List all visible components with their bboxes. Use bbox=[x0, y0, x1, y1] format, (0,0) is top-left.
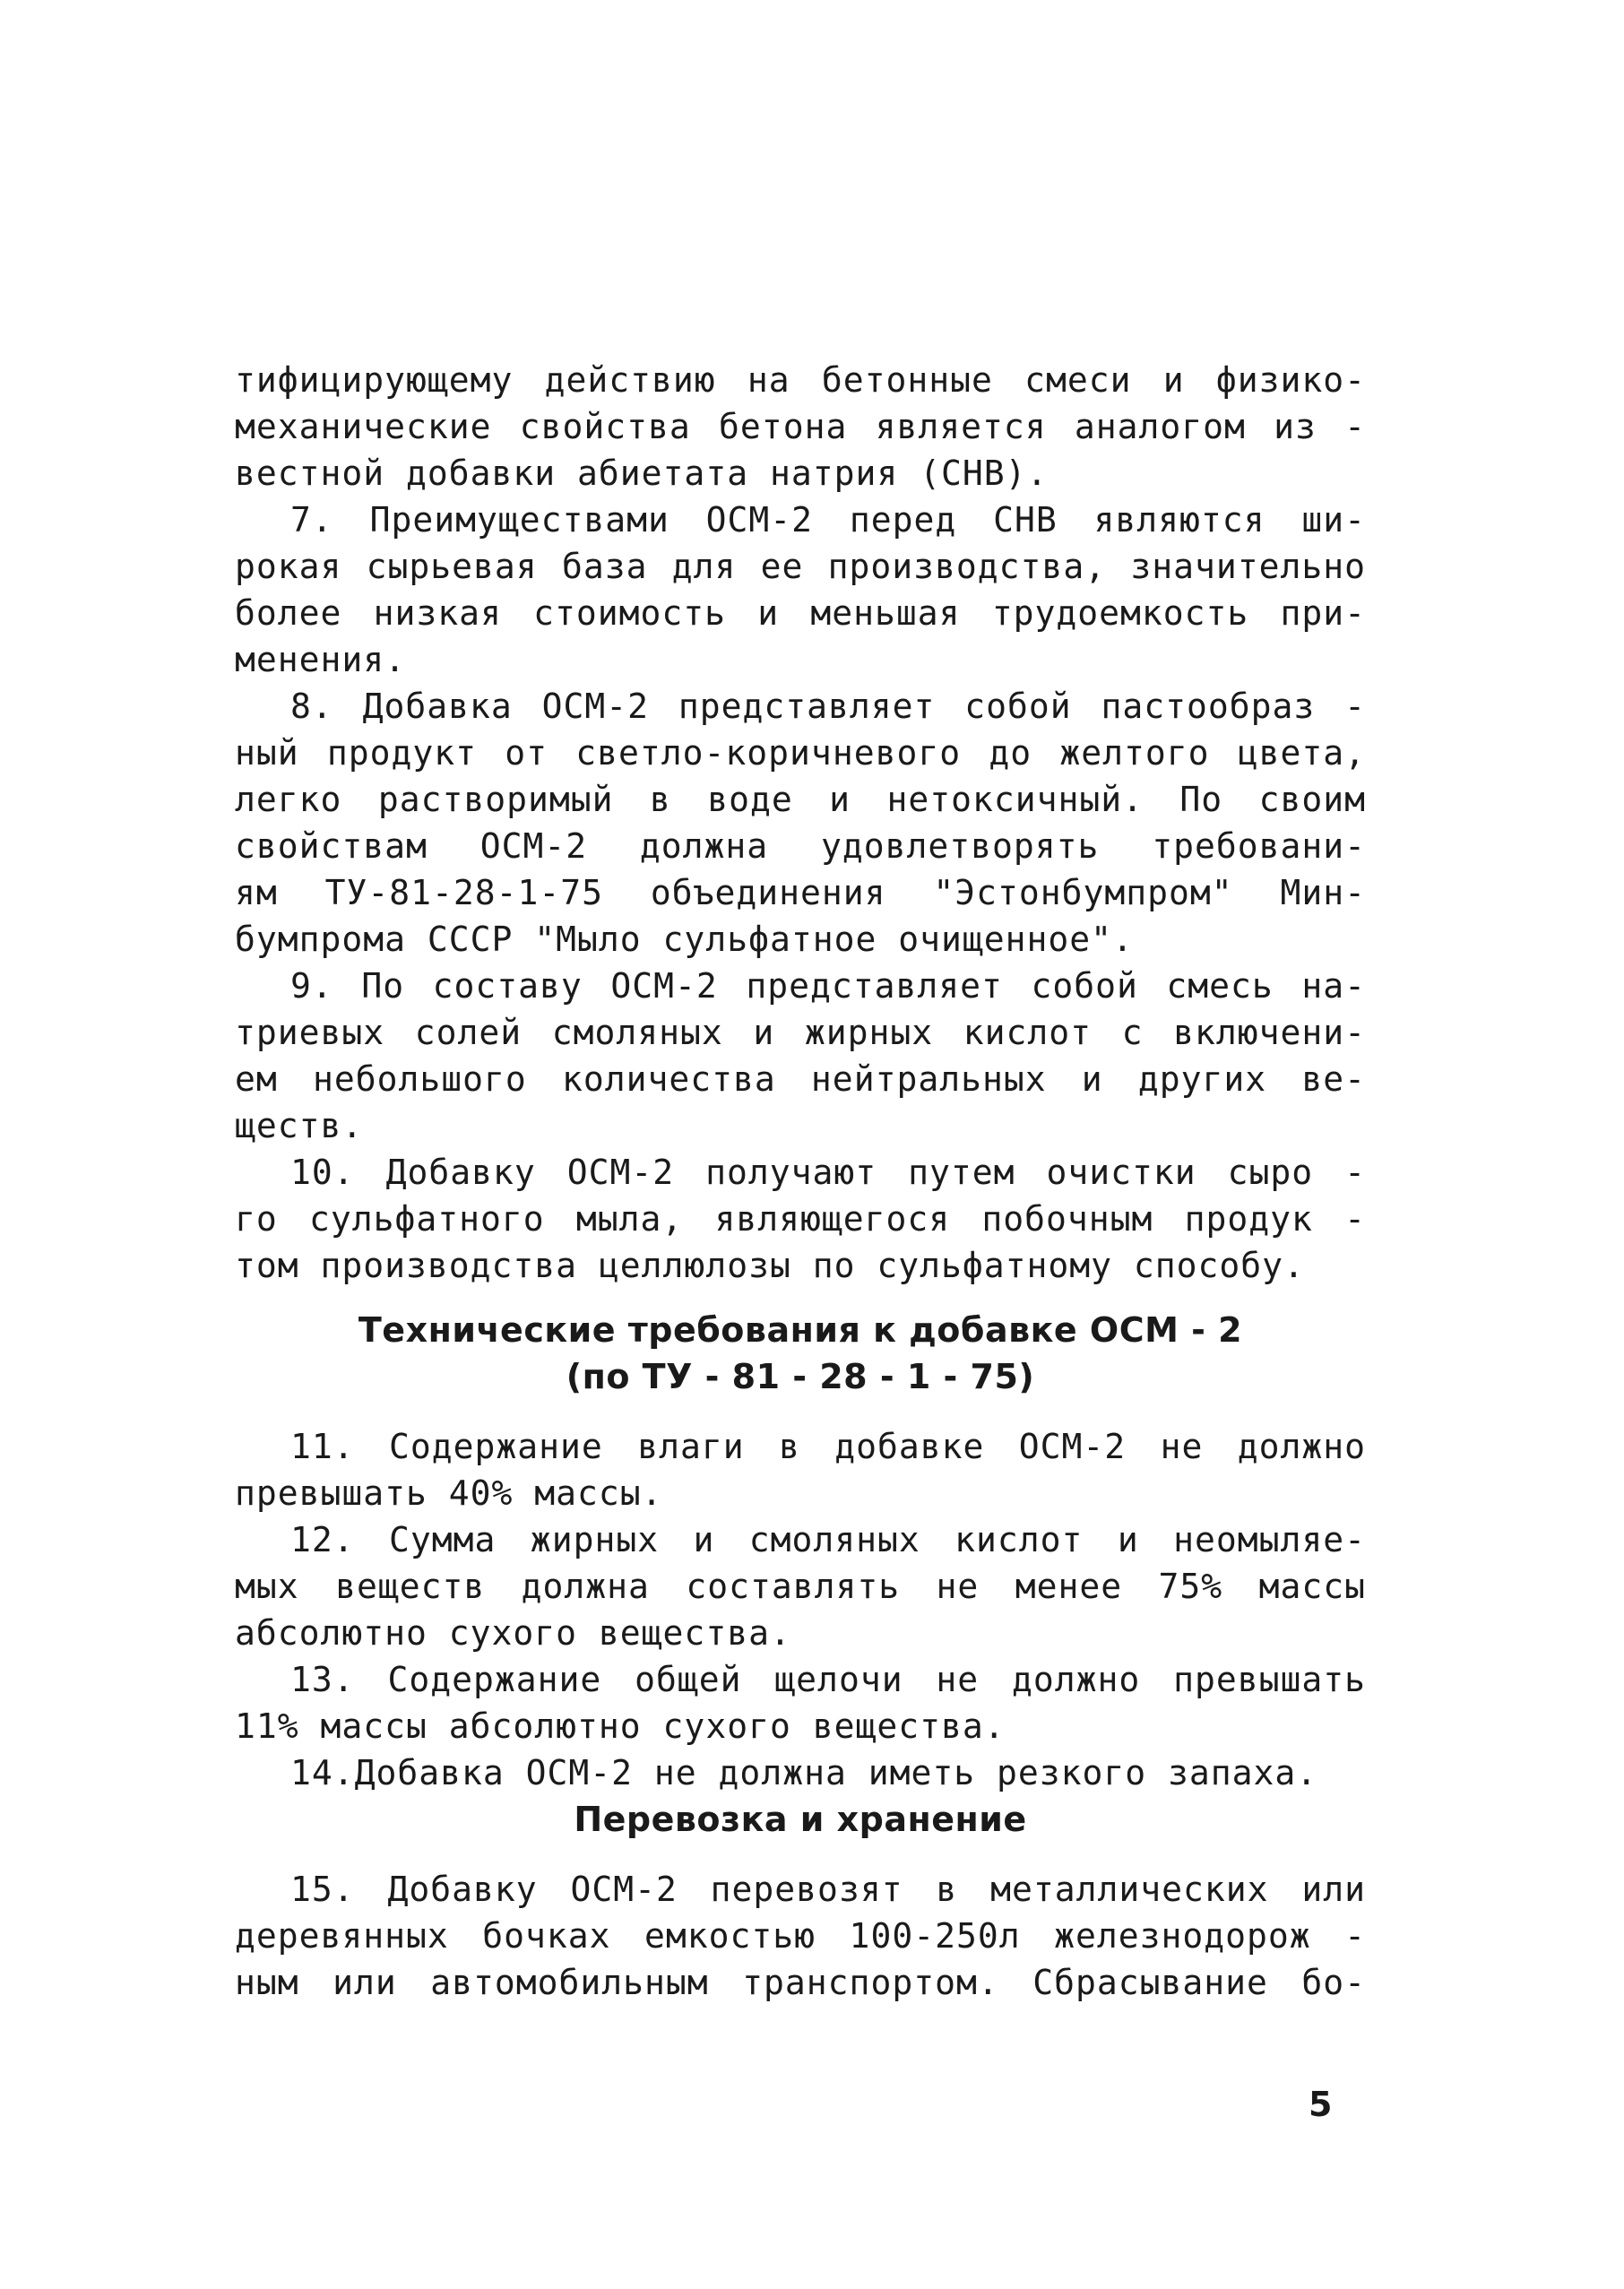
body-text-top bbox=[235, 357, 1366, 1289]
text-line: том производства целлюлозы по сульфатному способу. bbox=[235, 1246, 1305, 1285]
text-line: свойствам ОСМ-2 должна удовлетворять требовани- bbox=[235, 826, 1366, 866]
text-line: ный продукт от светло-коричневого до желтого цвета, bbox=[235, 733, 1366, 773]
paragraph-9-start: 9. По составу ОСМ-2 представляет собой смесь на- bbox=[290, 966, 1366, 1006]
text-line: го сульфатного мыла, являющегося побочным продук - bbox=[235, 1199, 1366, 1239]
text-line: абсолютно сухого вещества. bbox=[235, 1613, 791, 1653]
text-line: менения. bbox=[235, 640, 407, 679]
text-line: вестной добавки абиетата натрия (СНВ). bbox=[235, 453, 1049, 493]
section-heading-technical-requirements bbox=[235, 1307, 1366, 1400]
heading-line-1: Технические требования к добавке ОСМ - 2 bbox=[358, 1310, 1243, 1350]
paragraph-15-start: 15. Добавку ОСМ-2 перевозят в металлических или bbox=[290, 1870, 1366, 1909]
paragraph-14: 14.Добавка ОСМ-2 не должна иметь резкого запаха. bbox=[290, 1753, 1318, 1792]
body-text-bottom bbox=[235, 1866, 1366, 2006]
text-line: ям ТУ-81-28-1-75 объединения "Эстонбумпром" Мин- bbox=[235, 873, 1366, 912]
text-line: триевых солей смоляных и жирных кислот с включени- bbox=[235, 1013, 1366, 1052]
text-line: механические свойства бетона является аналогом из - bbox=[235, 407, 1366, 446]
paragraph-10-start: 10. Добавку ОСМ-2 получают путем очистки сыро - bbox=[290, 1153, 1366, 1192]
text-line: легко растворимый в воде и нетоксичный. По своим bbox=[235, 780, 1366, 819]
paragraph-7-start: 7. Преимуществами ОСМ-2 перед СНВ являются ши- bbox=[290, 500, 1366, 540]
text-line: деревянных бочках емкостью 100-250л железнодорож - bbox=[235, 1916, 1366, 1956]
section-heading-transport-storage: Перевозка и хранение bbox=[574, 1800, 1027, 1839]
heading-line-2: (по ТУ - 81 - 28 - 1 - 75) bbox=[566, 1357, 1035, 1396]
paragraph-13-start: 13. Содержание общей щелочи не должно превышать bbox=[290, 1660, 1366, 1699]
paragraph-12-start: 12. Сумма жирных и смоляных кислот и неомыляе- bbox=[290, 1520, 1366, 1559]
page-number: 5 bbox=[1309, 2085, 1333, 2124]
text-line: ществ. bbox=[235, 1106, 364, 1145]
text-line: бумпрома СССР "Мыло сульфатное очищенное". bbox=[235, 920, 1134, 959]
text-line: ным или автомобильным транспортом. Сбрасывание бо- bbox=[235, 1963, 1366, 2002]
text-line: ем небольшого количества нейтральных и других ве- bbox=[235, 1059, 1366, 1099]
text-line: 11% массы абсолютно сухого вещества. bbox=[235, 1706, 1006, 1746]
text-line: превышать 40% массы. bbox=[235, 1473, 663, 1513]
text-line: тифицирующему действию на бетонные смеси и физико- bbox=[235, 360, 1366, 400]
text-line: рокая сырьевая база для ее производства, значительно bbox=[235, 547, 1366, 586]
paragraph-8-start: 8. Добавка ОСМ-2 представляет собой пастообраз - bbox=[290, 687, 1366, 726]
body-text-middle bbox=[235, 1423, 1366, 1796]
paragraph-11-start: 11. Содержание влаги в добавке ОСМ-2 не должно bbox=[290, 1427, 1366, 1466]
text-line: мых веществ должна составлять не менее 75% массы bbox=[235, 1567, 1366, 1606]
text-line: более низкая стоимость и меньшая трудоемкость при- bbox=[235, 593, 1366, 633]
